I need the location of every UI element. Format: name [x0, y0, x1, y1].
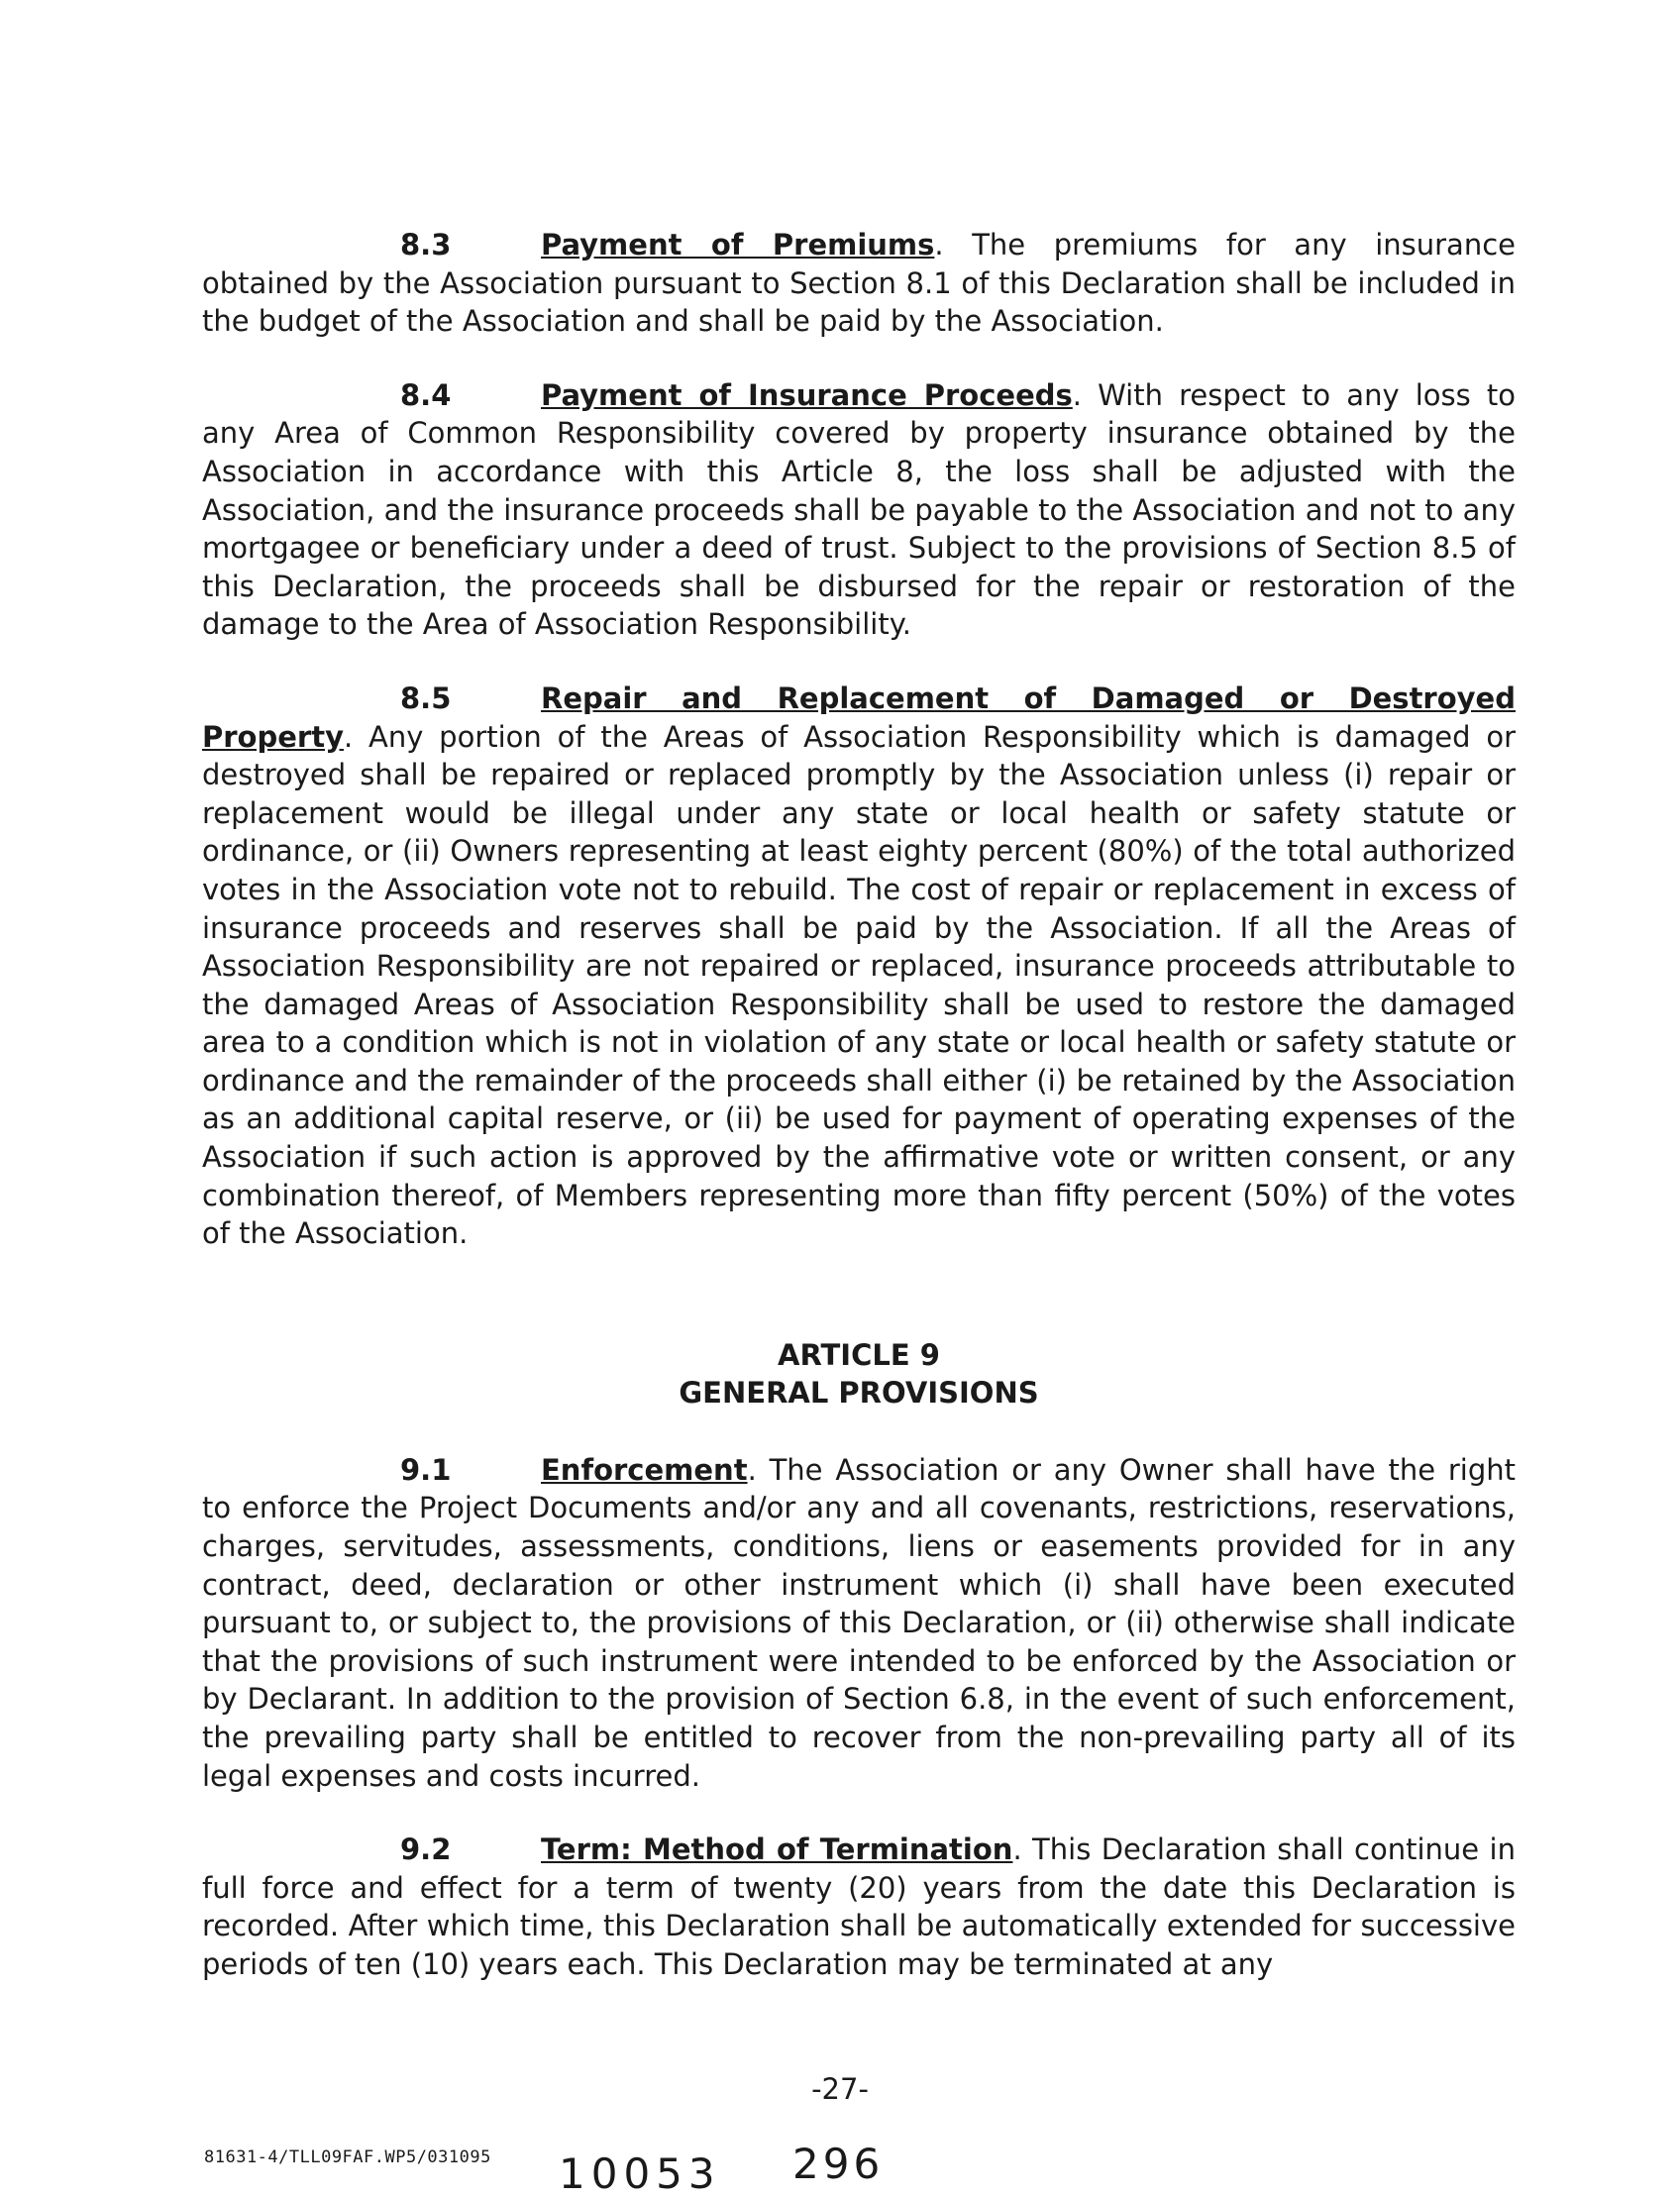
section-text: . Any portion of the Areas of Association Responsibility which is damaged or destroyed shall be repaired or replaced promptly by the Association unless (i) repair or replacement would be illegal under any state or local health or safety statute or ordinance, or (ii) Owners representing at least eighty percent (80%) of the total authorized votes in the Association vote not to rebuild. The cost of repair or replacement in excess of insurance proceeds and reserves shall be paid by the Association. If all the Areas of Association Responsibility are not repaired or replaced, insurance proceeds attributable to the damaged Areas of Association Responsibility shall be used to restore the damaged area to a condition which is not in violation of any state or local health or safety statute or ordinance and the remainder of the proceeds shall either (i) be retained by the Association as an additional capital reserve, or (ii) be used for payment of operating expenses of the Association if such action is approved by the affirmative vote or written consent, or any combination thereof, of Members representing more than fifty percent (50%) of the votes of the Association. [202, 719, 1516, 1251]
section-8-3 [202, 226, 1516, 341]
section-number: 8.5 [400, 680, 452, 715]
section-heading: Repair and Replacement of Damaged or Destroyed Property [202, 680, 1516, 754]
section-heading: Term: Method of Termination [541, 1832, 1013, 1867]
page-number: -27- [811, 2072, 869, 2106]
recording-page-number: 296 [792, 2140, 885, 2188]
section-number: 9.1 [400, 1452, 452, 1487]
section-text: . The Association or any Owner shall have the right to enforce the Project Documents and/or any and all covenants, restrictions, reservations, charges, servitudes, assessments, conditions, liens or easements provided for in any contract, deed, declaration or other instrument which (i) shall have been executed pursuant to, or subject to, the provisions of this Declaration, or (ii) otherwise shall indicate that the provisions of such instrument were intended to be enforced by the Association or by Declarant. In addition to the provision of Section 6.8, in the event of such enforcement, the prevailing party shall be entitled to recover from the non-prevailing party all of its legal expenses and costs incurred. [202, 1452, 1516, 1793]
section-text: . With respect to any loss to any Area of Common Responsibility covered by property insurance obtained by the Association in accordance with this Article 8, the loss shall be adjusted with the Association, and the insurance proceeds shall be payable to the Association and not to any mortgagee or beneficiary under a deed of trust. Subject to the provisions of Section 8.5 of this Declaration, the proceeds shall be disbursed for the repair or restoration of the damage to the Area of Association Responsibility. [202, 377, 1517, 642]
recording-book-number: 10053 [559, 2149, 721, 2198]
section-number: 8.4 [400, 377, 452, 412]
article-title: GENERAL PROVISIONS [679, 1375, 1039, 1410]
section-8-5 [202, 680, 1516, 1253]
section-9-1 [202, 1451, 1516, 1795]
section-heading: Enforcement [541, 1452, 748, 1487]
section-8-4 [202, 376, 1516, 644]
section-number: 9.2 [400, 1832, 452, 1867]
section-number: 8.3 [400, 228, 452, 262]
section-heading: Payment of Premiums [541, 228, 935, 262]
document-body [202, 226, 1516, 2020]
section-9-2 [202, 1831, 1516, 1983]
article-heading [202, 1336, 1516, 1412]
document-code: 81631-4/TLL09FAF.WP5/031095 [204, 2147, 491, 2167]
article-number: ARTICLE 9 [778, 1337, 940, 1372]
section-heading: Payment of Insurance Proceeds [541, 377, 1073, 412]
section-text: . This Declaration shall continue in full force and effect for a term of twenty (20) years from the date this Declaration is recorded. After which time, this Declaration shall be automatically extended for successive periods of ten (10) years each. This Declaration may be terminated at any [202, 1832, 1516, 1981]
section-text: . The premiums for any insurance obtained by the Association pursuant to Section 8.1 of this Declaration shall be included in the budget of the Association and shall be paid by the Association. [202, 228, 1516, 339]
